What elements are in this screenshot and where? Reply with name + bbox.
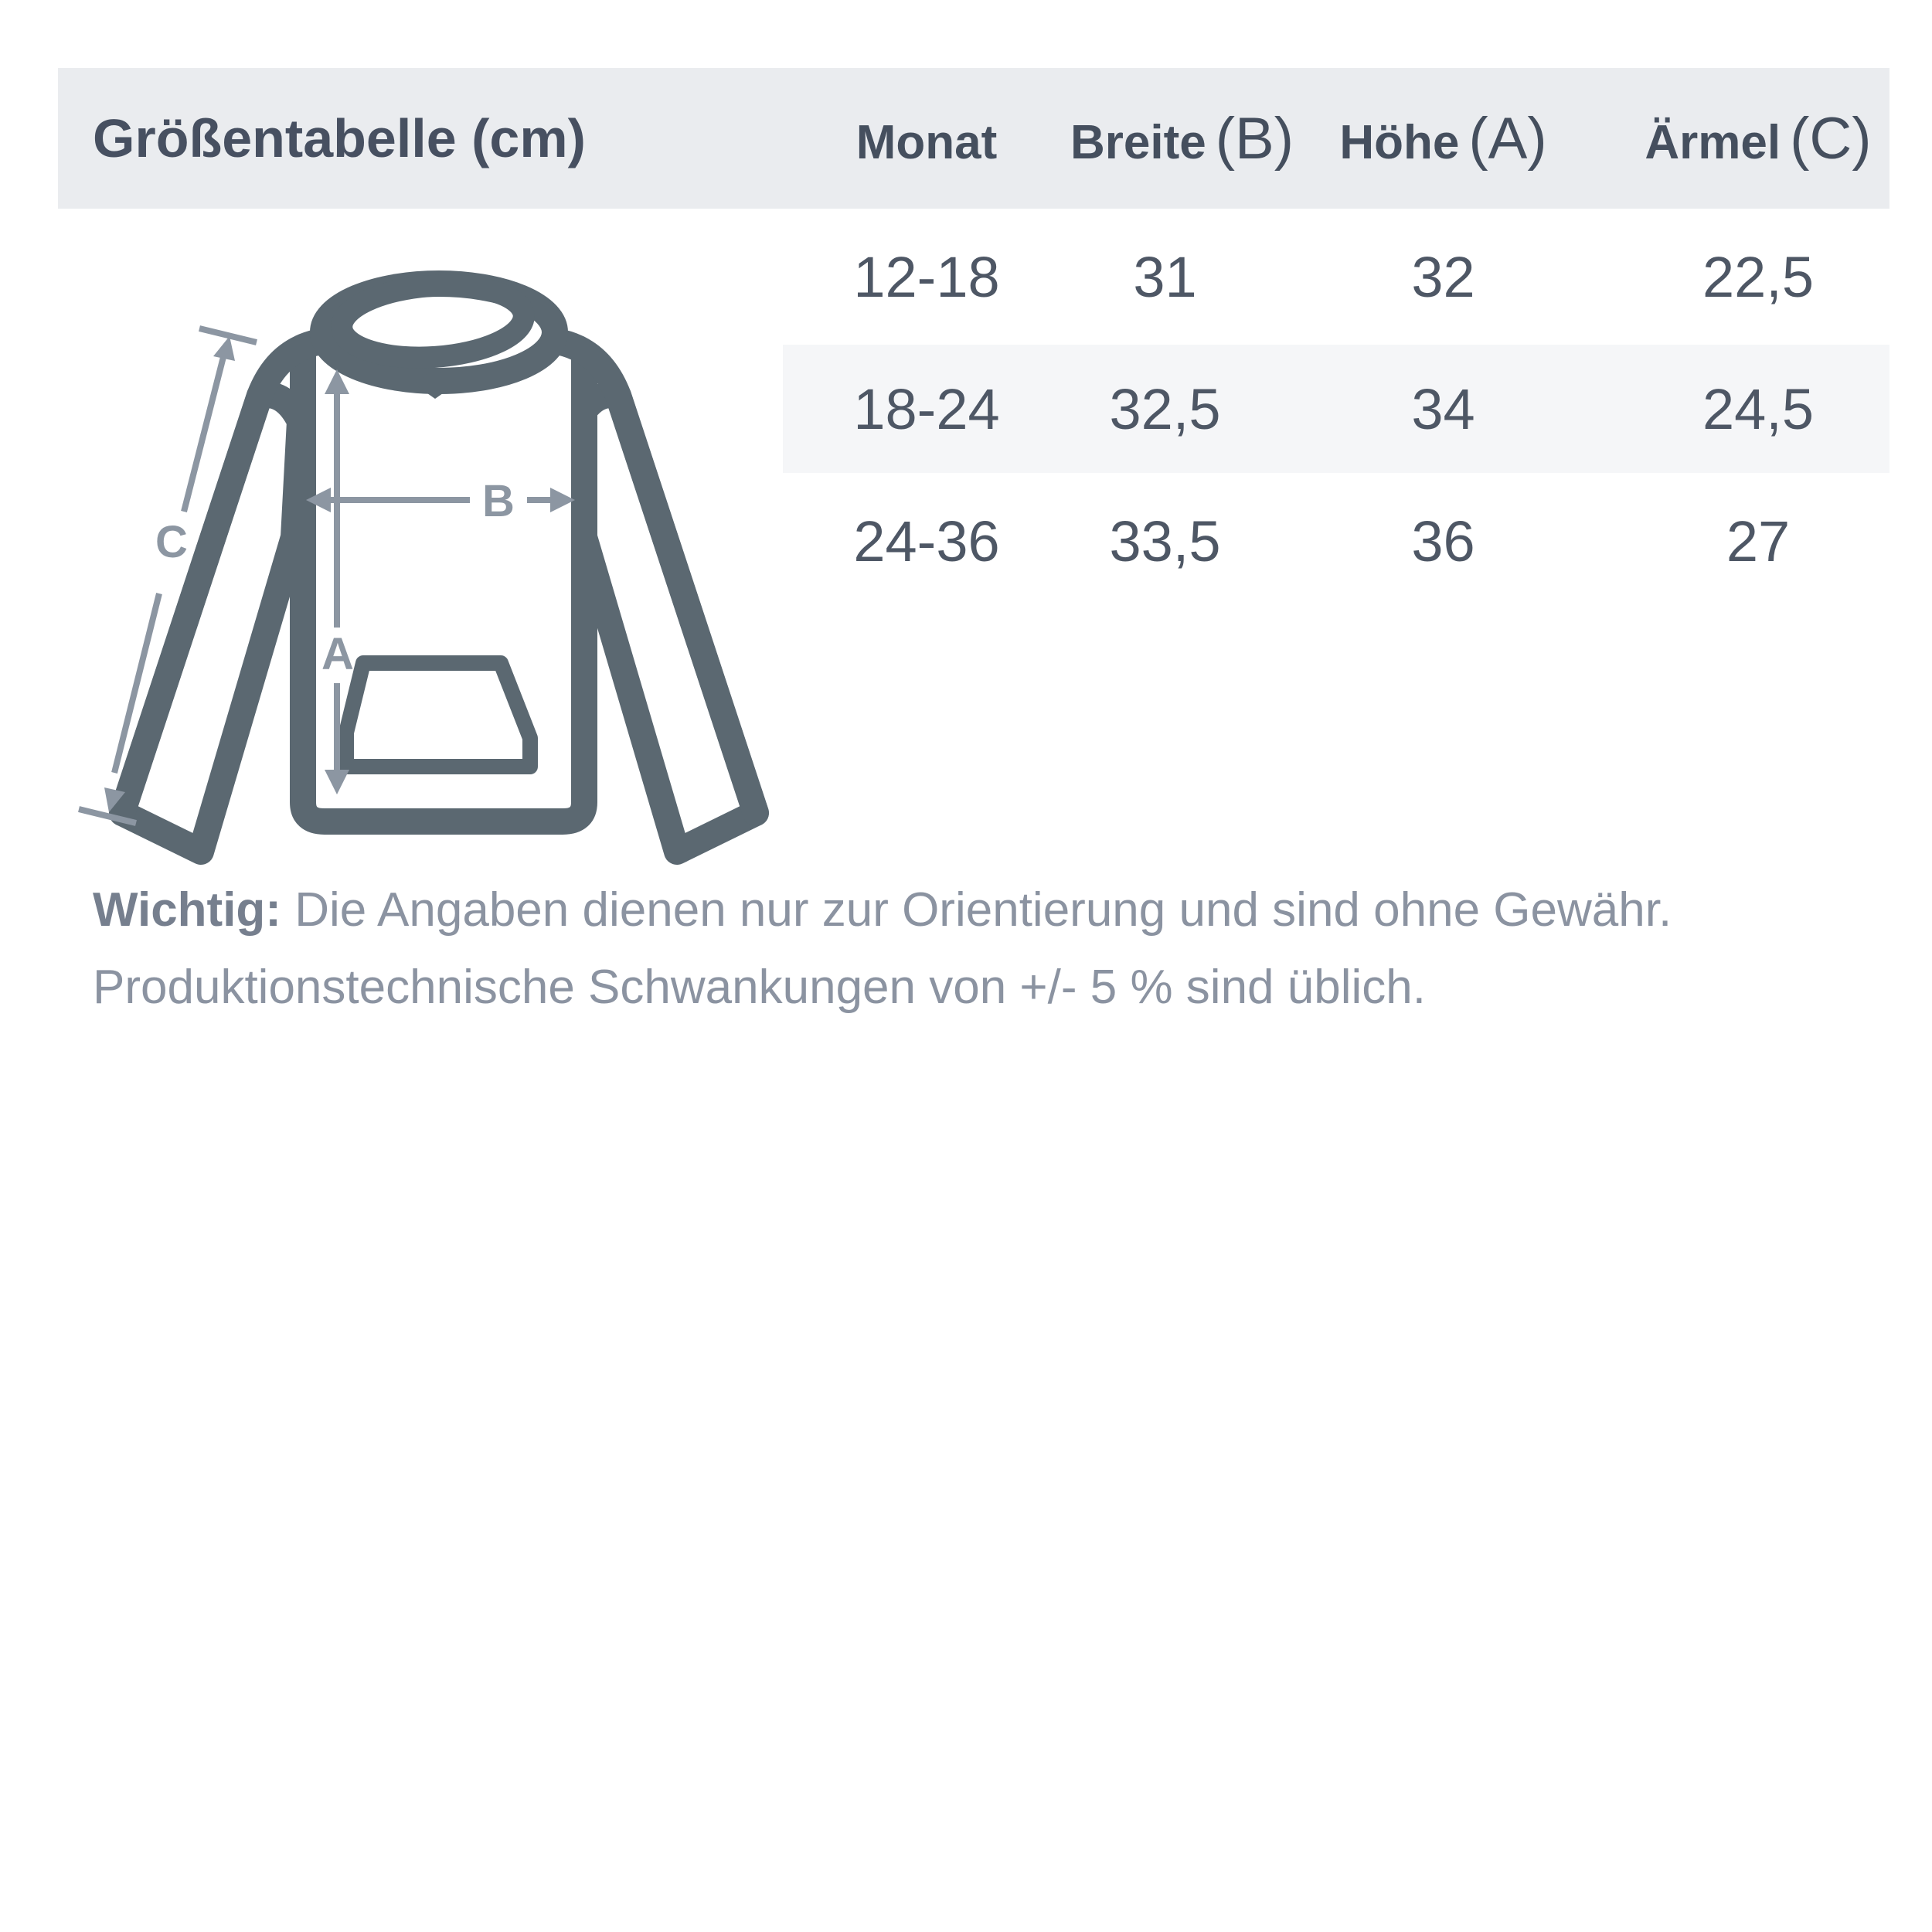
dim-c-arrowhead-up: [213, 336, 235, 361]
cell-breite: 33,5: [1109, 509, 1221, 573]
disclaimer-note: [93, 872, 1893, 1026]
hoodie-pocket: [346, 663, 530, 767]
size-table-header-bar: [58, 68, 1889, 209]
cell-monat: 12-18: [853, 244, 1000, 309]
column-header-aermel: Ärmel (C): [1645, 105, 1872, 172]
page-title: Größentabelle (cm): [93, 108, 586, 168]
disclaimer-lead: Wichtig:: [93, 883, 281, 937]
disclaimer-line-1: Wichtig: Die Angaben dienen nur zur Orientierung und sind ohne Gewähr.: [93, 883, 1672, 937]
cell-aermel: 24,5: [1702, 376, 1815, 441]
cell-monat: 18-24: [853, 376, 1000, 441]
cell-hoehe: 32: [1411, 244, 1475, 309]
cell-hoehe: 36: [1411, 509, 1475, 573]
column-headers: [783, 68, 1889, 209]
hoodie-right-sleeve: [578, 395, 756, 852]
column-header-hoehe: Höhe (A): [1339, 105, 1547, 172]
column-header-monat: Monat: [855, 115, 998, 169]
table-row: [783, 345, 1889, 473]
hoodie-measurement-diagram: [62, 213, 773, 877]
table-row: [783, 473, 1889, 609]
cell-aermel: 22,5: [1702, 244, 1815, 309]
cell-breite: 31: [1133, 244, 1197, 309]
cell-aermel: 27: [1726, 509, 1791, 573]
disclaimer-line-2: Produktionstechnische Schwankungen von +/- 5 % sind üblich.: [93, 961, 1426, 1014]
column-header-breite: Breite (B): [1070, 105, 1294, 172]
dim-label-c: C: [155, 517, 188, 567]
cell-monat: 24-36: [853, 509, 1000, 573]
dim-label-a: A: [321, 629, 354, 679]
dim-label-b: B: [482, 476, 515, 526]
cell-breite: 32,5: [1109, 376, 1221, 441]
table-row: [783, 209, 1889, 345]
cell-hoehe: 34: [1411, 376, 1475, 441]
